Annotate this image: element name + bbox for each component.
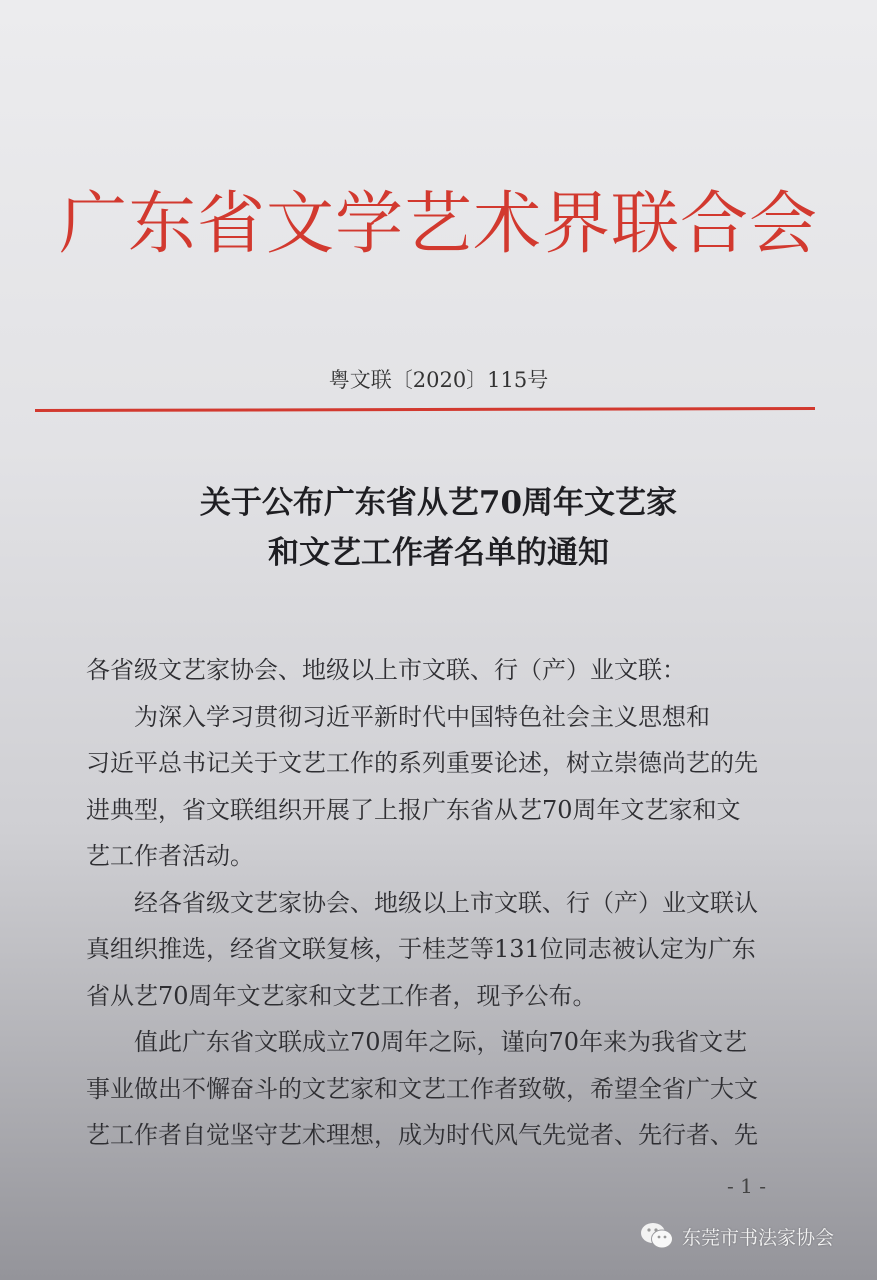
watermark — [640, 1222, 834, 1250]
body-line: 艺工作者活动。 — [86, 842, 254, 870]
body-line: 省从艺70周年文艺家和文艺工作者，现予公布。 — [86, 981, 597, 1010]
body-line: 经各省级文艺家协会、地级以上市文联、行（产）业文联认 — [134, 888, 758, 917]
body-line: 进典型，省文联组织开展了上报广东省从艺70周年文艺家和文 — [86, 795, 741, 824]
watermark-text: 东莞市书法家协会 — [682, 1226, 835, 1249]
red-divider-line — [35, 407, 815, 412]
body-line: 值此广东省文联成立70周年之际，谨向70年来为我省文艺 — [134, 1028, 748, 1056]
wechat-icon — [640, 1222, 674, 1250]
body-line: 真组织推选，经省文联复核，于桂芝等131位同志被认定为广东 — [86, 935, 756, 963]
title-line-2: 和文艺工作者名单的通知 — [268, 535, 609, 571]
body-line: 事业做出不懈奋斗的文艺家和文艺工作者致敬，希望全省广大文 — [86, 1074, 758, 1103]
letterhead-org-name: 广东省文学艺术界联合会 — [58, 185, 818, 264]
body-line: 习近平总书记关于文艺工作的系列重要论述，树立崇德尚艺的先 — [86, 749, 758, 777]
title-line-1: 关于公布广东省从艺70周年文艺家 — [199, 485, 678, 521]
document-body — [86, 647, 806, 1159]
salutation: 各省级文艺家协会、地级以上市文联、行（产）业文联： — [86, 656, 686, 684]
body-line: 艺工作者自觉坚守艺术理想，成为时代风气先觉者、先行者、先 — [86, 1121, 758, 1149]
document-title — [0, 478, 877, 578]
document-number: 粤文联〔2020〕115号 — [328, 368, 549, 392]
page-number: - 1 - — [727, 1174, 766, 1198]
body-line: 为深入学习贯彻习近平新时代中国特色社会主义思想和 — [134, 702, 710, 731]
